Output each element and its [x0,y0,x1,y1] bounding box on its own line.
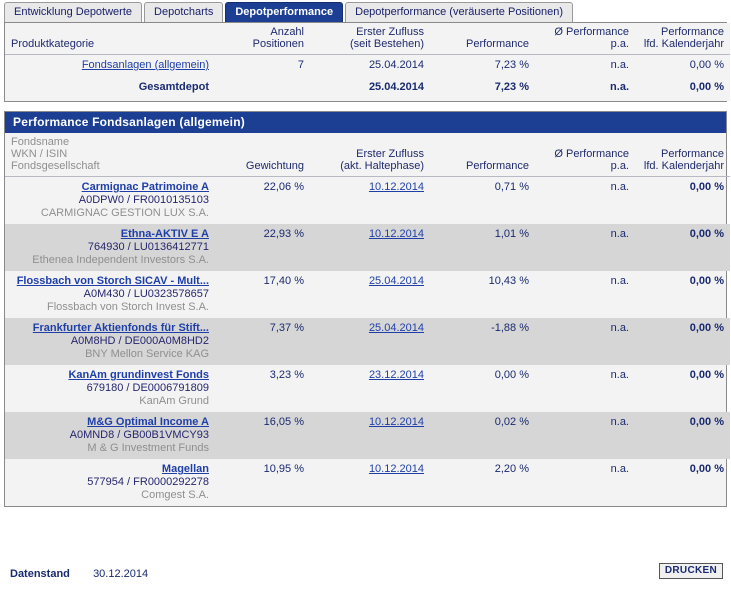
summary-header-avg-performance: Ø Performance p.a. [535,23,635,55]
fund-weight: 22,06 % [263,181,304,193]
fund-ytd-performance: 0,00 % [689,275,724,287]
fund-company: Ethenea Independent Investors S.A. [32,254,209,266]
fund-performance: 0,02 % [494,416,529,428]
fund-wkn-isin: A0MND8 / GB00B1VMCY93 [69,429,209,441]
fund-performance: -1,88 % [491,322,529,334]
fund-table [5,133,730,506]
fund-weight: 22,93 % [263,228,304,240]
summary-panel [4,22,727,102]
panel-spacer [0,102,731,111]
summary-total-positions [215,75,310,101]
fund-wkn-isin: 764930 / LU0136412771 [87,241,209,253]
fund-avg-performance: n.a. [610,275,629,287]
fund-ytd-performance: 0,00 % [689,322,724,334]
table-row[interactable] [5,55,730,76]
fund-name-cell [5,459,215,506]
fund-performance: 1,01 % [494,228,529,240]
fund-name-link[interactable]: Carmignac Patrimoine A [81,181,209,193]
fund-header-first-inflow: Erster Zufluss (akt. Haltephase) [310,133,430,177]
fund-inflow-cell [310,177,430,225]
fund-ytd-performance: 0,00 % [689,369,724,381]
fund-ytd-performance: 0,00 % [689,463,724,475]
table-row[interactable] [5,271,730,318]
summary-header-positions: Anzahl Positionen [215,23,310,55]
tab-bar [0,0,731,22]
summary-ytd-cell: 0,00 % [689,59,724,71]
fund-header-weight: Gewichtung [215,133,310,177]
fund-ytd-performance: 0,00 % [689,228,724,240]
fund-name-link[interactable]: Flossbach von Storch SICAV - Mult... [16,275,209,287]
summary-total-ytd: 0,00 % [689,81,724,93]
fund-performance: 2,20 % [494,463,529,475]
summary-avg-cell: n.a. [610,59,629,71]
fund-inflow-link[interactable]: 10.12.2014 [368,181,424,193]
summary-inflow-cell: 25.04.2014 [368,59,424,71]
table-row[interactable] [5,459,730,506]
fund-name-link[interactable]: Frankfurter Aktienfonds für Stift... [32,322,209,334]
fund-header-avg-performance: Ø Performance p.a. [535,133,635,177]
fund-company: Comgest S.A. [141,489,209,501]
summary-header-ytd-performance: Performance lfd. Kalenderjahr [635,23,730,55]
fund-inflow-cell [310,224,430,271]
fund-header-ytd-performance: Performance lfd. Kalenderjahr [635,133,730,177]
fund-weight: 16,05 % [263,416,304,428]
fund-inflow-cell [310,459,430,506]
fund-weight: 17,40 % [263,275,304,287]
fund-name-link[interactable]: KanAm grundinvest Fonds [68,369,209,381]
print-button[interactable]: DRUCKEN [659,563,723,579]
fund-avg-performance: n.a. [610,181,629,193]
fund-inflow-link[interactable]: 10.12.2014 [368,228,424,240]
fund-company: M & G Investment Funds [87,442,209,454]
fund-weight: 10,95 % [263,463,304,475]
summary-header-performance: Performance [430,23,535,55]
fund-header-name: Fondsname WKN / ISIN Fondsgesellschaft [5,133,215,177]
fund-inflow-link[interactable]: 23.12.2014 [368,369,424,381]
fund-avg-performance: n.a. [610,416,629,428]
fund-avg-performance: n.a. [610,369,629,381]
fund-performance: 0,71 % [494,181,529,193]
fund-company: KanAm Grund [139,395,209,407]
fund-inflow-link[interactable]: 10.12.2014 [368,416,424,428]
section-title: Performance Fondsanlagen (allgemein) [5,112,726,133]
datenstand-label: Datenstand [10,568,70,580]
fund-weight: 3,23 % [269,369,304,381]
tab-depotcharts[interactable]: Depotcharts [144,2,223,22]
fund-wkn-isin: 679180 / DE0006791809 [86,382,209,394]
fund-avg-performance: n.a. [610,228,629,240]
fund-inflow-link[interactable]: 10.12.2014 [368,463,424,475]
tab-entwicklung-depotwerte[interactable]: Entwicklung Depotwerte [4,2,142,22]
fund-avg-performance: n.a. [610,463,629,475]
fund-inflow-cell [310,271,430,318]
fund-name-link[interactable]: M&G Optimal Income A [87,416,209,428]
fund-company: CARMIGNAC GESTION LUX S.A. [40,207,209,219]
fund-performance: 10,43 % [488,275,529,287]
fund-wkn-isin: A0M430 / LU0323578657 [83,288,209,300]
fund-inflow-link[interactable]: 25.04.2014 [368,322,424,334]
fund-wkn-isin: A0M8HD / DE000A0M8HD2 [70,335,209,347]
tab-depotperformance-veraeusserte-positionen[interactable]: Depotperformance (veräuserte Positionen) [345,2,573,22]
summary-performance-cell: 7,23 % [494,59,529,71]
summary-table [5,23,730,101]
tab-depotperformance[interactable]: Depotperformance [225,2,343,22]
table-row[interactable] [5,318,730,365]
fund-header-row [5,133,730,177]
fund-name-cell [5,412,215,459]
fund-inflow-link[interactable]: 25.04.2014 [368,275,424,287]
summary-category-link[interactable]: Fondsanlagen (allgemein) [81,59,209,71]
fund-inflow-cell [310,365,430,412]
footer [0,560,731,590]
fund-ytd-performance: 0,00 % [689,181,724,193]
datenstand-date: 30.12.2014 [93,568,149,580]
summary-header-first-inflow: Erster Zufluss (seit Bestehen) [310,23,430,55]
fund-wkn-isin: A0DPW0 / FR0010135103 [78,194,209,206]
summary-total-inflow: 25.04.2014 [368,81,424,93]
summary-header-category: Produktkategorie [5,23,215,55]
fund-name-cell [5,177,215,225]
table-row[interactable] [5,412,730,459]
summary-positions-cell: 7 [297,59,304,71]
fund-name-link[interactable]: Ethna-AKTIV E A [120,228,209,240]
table-row[interactable] [5,365,730,412]
fund-name-cell [5,271,215,318]
fund-performance: 0,00 % [494,369,529,381]
table-row-total [5,75,730,101]
fund-name-cell [5,365,215,412]
fund-inflow-cell [310,318,430,365]
fund-avg-performance: n.a. [610,322,629,334]
summary-header-row [5,23,730,55]
summary-total-avg: n.a. [610,81,629,93]
fund-name-link[interactable]: Magellan [161,463,209,475]
fund-wkn-isin: 577954 / FR0000292278 [87,476,209,488]
fund-header-performance: Performance [430,133,535,177]
summary-category-cell [5,55,215,76]
summary-total-label: Gesamtdepot [138,81,209,93]
summary-total-performance: 7,23 % [494,81,529,93]
fund-company: BNY Mellon Service KAG [85,348,209,360]
fund-name-cell [5,318,215,365]
fund-name-cell [5,224,215,271]
table-row[interactable] [5,224,730,271]
fund-inflow-cell [310,412,430,459]
fund-performance-panel [4,111,727,507]
fund-weight: 7,37 % [269,322,304,334]
table-row[interactable] [5,177,730,225]
fund-ytd-performance: 0,00 % [689,416,724,428]
fund-company: Flossbach von Storch Invest S.A. [46,301,209,313]
